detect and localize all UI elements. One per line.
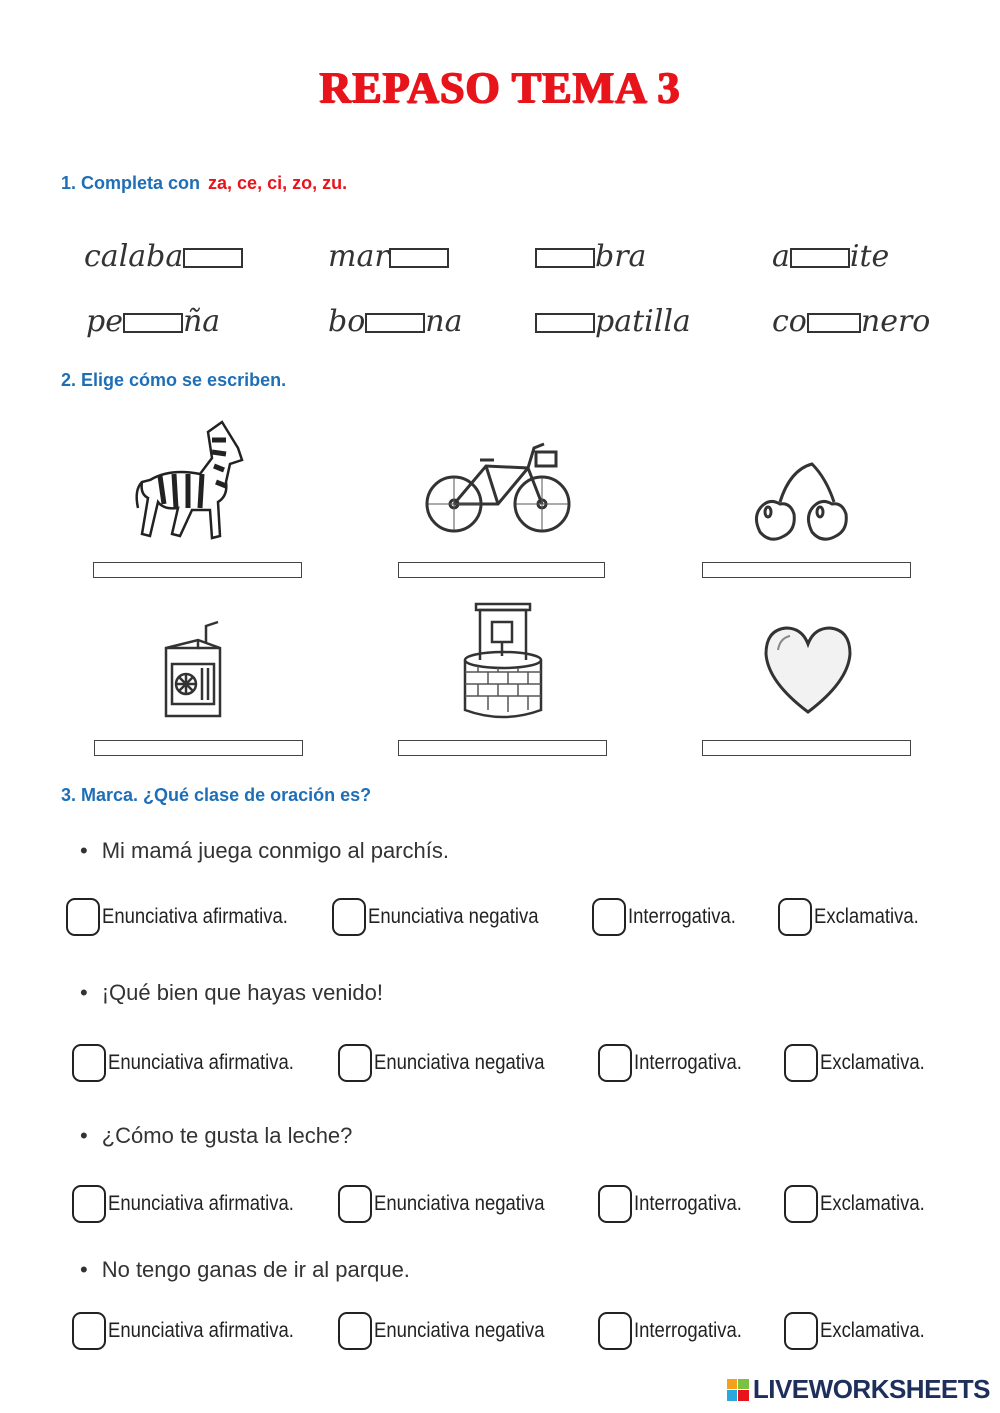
option-label: Enunciativa negativa [374, 1051, 545, 1074]
fill-blank[interactable] [365, 313, 425, 333]
option-label: Enunciativa afirmativa. [108, 1319, 294, 1342]
sentence-4 [80, 1257, 410, 1283]
word-part-before: a [772, 239, 790, 274]
section1-heading-text: 1. Completa con [61, 173, 201, 193]
heart-illustration [760, 622, 856, 718]
option-label: Enunciativa negativa [374, 1192, 545, 1215]
fill-blank[interactable] [535, 313, 595, 333]
word-cocinero [772, 302, 930, 342]
sentence-1 [80, 838, 449, 864]
zebra-illustration [130, 418, 250, 546]
option-label: Exclamativa. [820, 1319, 925, 1342]
option-interrogativa[interactable] [598, 1040, 757, 1086]
bullet: • [80, 1257, 88, 1282]
option-label: Interrogativa. [628, 905, 736, 928]
checkbox[interactable] [592, 898, 626, 936]
option-label: Exclamativa. [814, 905, 919, 928]
checkbox[interactable] [72, 1312, 106, 1350]
bicycle-illustration [424, 438, 574, 538]
checkbox[interactable] [66, 898, 100, 936]
checkbox[interactable] [598, 1044, 632, 1082]
answer-field-zebra[interactable] [93, 562, 302, 578]
option-label: Exclamativa. [820, 1192, 925, 1215]
checkbox[interactable] [332, 898, 366, 936]
liveworksheets-logo [727, 1374, 990, 1405]
checkbox[interactable] [784, 1044, 818, 1082]
options-row-3 [72, 1181, 952, 1227]
word-pezuna [86, 302, 220, 342]
checkbox[interactable] [784, 1312, 818, 1350]
word-part-after: nero [860, 304, 931, 339]
option-enunciativa-negativa[interactable] [338, 1040, 568, 1086]
answer-field-juice[interactable] [94, 740, 303, 756]
option-label: Enunciativa negativa [368, 905, 539, 928]
page-title: REPASO TEMA 3 [319, 63, 681, 112]
word-part-after: ña [182, 304, 221, 339]
word-part-after: na [425, 304, 463, 339]
word-part-before: co [772, 304, 807, 339]
option-enunciativa-negativa[interactable] [332, 894, 562, 940]
word-part-before: bo [328, 304, 366, 339]
option-enunciativa-afirmativa[interactable] [72, 1308, 319, 1354]
checkbox[interactable] [784, 1185, 818, 1223]
option-label: Interrogativa. [634, 1319, 742, 1342]
checkbox[interactable] [598, 1185, 632, 1223]
fill-blank[interactable] [123, 313, 183, 333]
option-label: Interrogativa. [634, 1051, 742, 1074]
checkbox[interactable] [598, 1312, 632, 1350]
option-exclamativa[interactable] [784, 1181, 939, 1227]
option-label: Enunciativa afirmativa. [108, 1051, 294, 1074]
fill-blank[interactable] [389, 248, 449, 268]
option-label: Enunciativa afirmativa. [102, 905, 288, 928]
section1-heading [61, 173, 347, 194]
answer-field-bicycle[interactable] [398, 562, 605, 578]
word-zapatilla [535, 302, 691, 342]
option-exclamativa[interactable] [778, 894, 933, 940]
option-enunciativa-negativa[interactable] [338, 1308, 568, 1354]
answer-field-cherries[interactable] [702, 562, 911, 578]
option-exclamativa[interactable] [784, 1040, 939, 1086]
bullet: • [80, 838, 88, 863]
logo-square [727, 1390, 738, 1401]
word-bocina [328, 302, 462, 342]
checkbox[interactable] [778, 898, 812, 936]
liveworksheets-logo-icon [727, 1379, 749, 1401]
word-part-after: bra [595, 239, 647, 274]
option-label: Interrogativa. [634, 1192, 742, 1215]
word-part-before: pe [86, 304, 123, 339]
checkbox[interactable] [338, 1312, 372, 1350]
word-part-after: patilla [595, 304, 691, 339]
sentence-text: ¡Qué bien que hayas venido! [101, 980, 384, 1005]
options-row-2 [72, 1040, 952, 1086]
word-calabaza [84, 237, 243, 277]
fill-blank[interactable] [535, 248, 595, 268]
sentence-text: No tengo ganas de ir al parque. [101, 1257, 410, 1282]
sentence-2 [80, 980, 383, 1006]
juice-box-illustration [158, 620, 234, 720]
word-cebra [535, 237, 646, 277]
section1-syllables: za, ce, ci, zo, zu. [208, 173, 348, 193]
option-enunciativa-afirmativa[interactable] [66, 894, 313, 940]
checkbox[interactable] [72, 1044, 106, 1082]
options-row-4 [72, 1308, 952, 1354]
word-part-after: ite [849, 239, 890, 274]
option-interrogativa[interactable] [598, 1181, 757, 1227]
sentence-text: Mi mamá juega conmigo al parchís. [101, 838, 449, 863]
option-enunciativa-afirmativa[interactable] [72, 1040, 319, 1086]
answer-field-heart[interactable] [702, 740, 911, 756]
option-interrogativa[interactable] [592, 894, 751, 940]
logo-square [727, 1379, 738, 1390]
logo-square [738, 1379, 749, 1390]
well-illustration [458, 600, 548, 720]
bullet: • [80, 980, 88, 1005]
option-exclamativa[interactable] [784, 1308, 939, 1354]
fill-blank[interactable] [807, 313, 861, 333]
section3-heading: 3. Marca. ¿Qué clase de oración es? [61, 785, 372, 805]
fill-blank[interactable] [790, 248, 850, 268]
option-enunciativa-negativa[interactable] [338, 1181, 568, 1227]
option-interrogativa[interactable] [598, 1308, 757, 1354]
checkbox[interactable] [338, 1185, 372, 1223]
option-label: Enunciativa negativa [374, 1319, 545, 1342]
fill-blank[interactable] [183, 248, 243, 268]
sentence-text: ¿Cómo te gusta la leche? [101, 1123, 353, 1148]
option-label: Enunciativa afirmativa. [108, 1192, 294, 1215]
word-part-before: mar [328, 239, 389, 274]
option-label: Exclamativa. [820, 1051, 925, 1074]
checkbox[interactable] [72, 1185, 106, 1223]
cherries-illustration [750, 460, 860, 544]
logo-square [738, 1390, 749, 1401]
bullet: • [80, 1123, 88, 1148]
checkbox[interactable] [338, 1044, 372, 1082]
answer-field-well[interactable] [398, 740, 607, 756]
brand-name: LIVEWORKSHEETS [752, 1374, 990, 1404]
word-part-before: calaba [84, 239, 184, 274]
section2-heading: 2. Elige cómo se escriben. [61, 370, 287, 390]
word-marzo [328, 237, 449, 277]
option-enunciativa-afirmativa[interactable] [72, 1181, 319, 1227]
options-row-1 [66, 894, 946, 940]
word-aceite [772, 237, 889, 277]
sentence-3 [80, 1123, 352, 1149]
